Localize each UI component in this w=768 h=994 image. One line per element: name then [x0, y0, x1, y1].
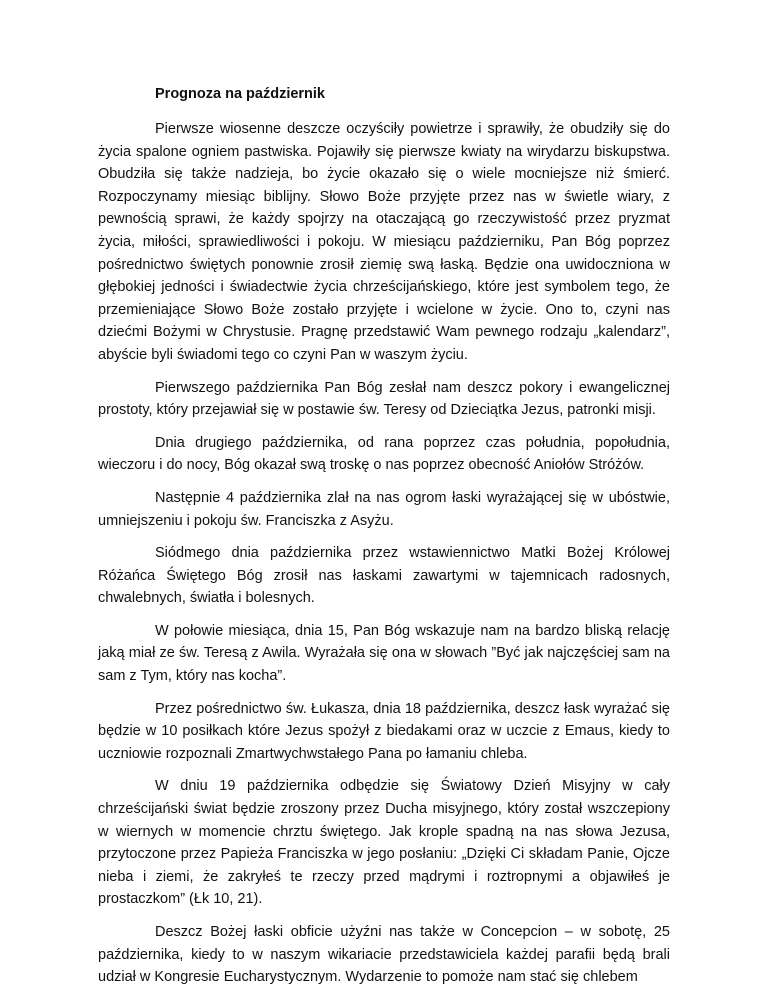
paragraph-oct-4: Następnie 4 października zlał na nas ogrom łaski wyrażającej się w ubóstwie, umniejszeniu i pokoju św. Franciszka z Asyżu.: [98, 489, 670, 529]
paragraph-oct-1: Pierwszego października Pan Bóg zesłał nam deszcz pokory i ewangelicznej prostoty, który przejawiał się w postawie św. Teresy od Dzieciątka Jezus, patronki misji.: [98, 379, 670, 419]
paragraph-intro: Pierwsze wiosenne deszcze oczyściły powietrze i sprawiły, że obudziły się do życia spalone ogniem pastwiska. Pojawiły się pierwsze kwiaty na wirydarzu biskupstwa. Obudziła się także nadzieja, bo życie okazało się o wiele mocniejsze niż śmierć. Rozpoczynamy miesiąc biblijny. Słowo Boże przyjęte przez nas w świetle wiary, z pewnością sprawi, że każdy spojrzy na otaczającą go rzeczywistość przez pryzmat życia, miłości, sprawiedliwości i pokoju. W miesiącu październiku, Pan Bóg poprzez pośrednictwo świętych ponownie zrosił ziemię swą łaską. Będzie ona uwidoczniona w głębokiej jedności i świadectwie życia chrześcijańskiego, które jest symbolem tego, że przemieniające Słowo Boże zostało przyjęte i wcielone w życie. Ono to, czyni nas dziećmi Bożymi w Chrystusie. Pragnę przedstawić Wam pewnego rodzaju „kalendarz”, abyście byli świadomi tego co czyni Pan w waszym życiu.: [98, 121, 670, 363]
paragraph-oct-19: W dniu 19 października odbędzie się Światowy Dzień Misyjny w cały chrześcijański świat będzie zroszony przez Ducha misyjnego, który został wszczepiony w wiernych w momencie chrztu świętego. Jak krople spadną na nas słowa Jezusa, przytoczone przez Papieża Franciszka w jego posłaniu: „Dzięki Ci składam Panie, Ojcze nieba i ziemi, że zakryłeś te rzeczy przed mądrymi i roztropnymi a objawiłeś je prostaczkom” (Łk 10, 21).: [98, 778, 670, 908]
paragraph-oct-7: Siódmego dnia października przez wstawiennictwo Matki Bożej Królowej Różańca Świętego Bóg zrosił nas łaskami zawartymi w tajemnicach radosnych, chwalebnych, światła i bolesnych.: [98, 545, 670, 607]
document-title: Prognoza na październik: [155, 86, 325, 102]
paragraph-oct-18: Przez pośrednictwo św. Łukasza, dnia 18 października, deszcz łask wyrażać się będzie w 10 posiłkach które Jezus spożył z biedakami oraz w uczcie z Emaus, kiedy to uczniowie rozpoznali Zmartwychwstałego Pana po łamaniu chleba.: [98, 700, 670, 762]
paragraph-oct-15: W połowie miesiąca, dnia 15, Pan Bóg wskazuje nam na bardzo bliską relację jaką miał ze św. Teresą z Awila. Wyrażała się ona w słowach ”Być jak najczęściej sam na sam z Tym, który nas kocha”.: [98, 622, 670, 685]
paragraph-oct-25: Deszcz Bożej łaski obficie użyźni nas także w Concepcion – w sobotę, 25 października, kiedy to w naszym wikariacie przedstawiciela każdej parafii będą brali udział w Kongresie Eucharystycznym. Wydarzenie to pomoże nam stać się chlebem: [98, 924, 670, 986]
paragraph-oct-2: Dnia drugiego października, od rana poprzez czas południa, popołudnia, wieczoru i do nocy, Bóg okazał swą troskę o nas poprzez obecność Aniołów Stróżów.: [98, 434, 670, 474]
